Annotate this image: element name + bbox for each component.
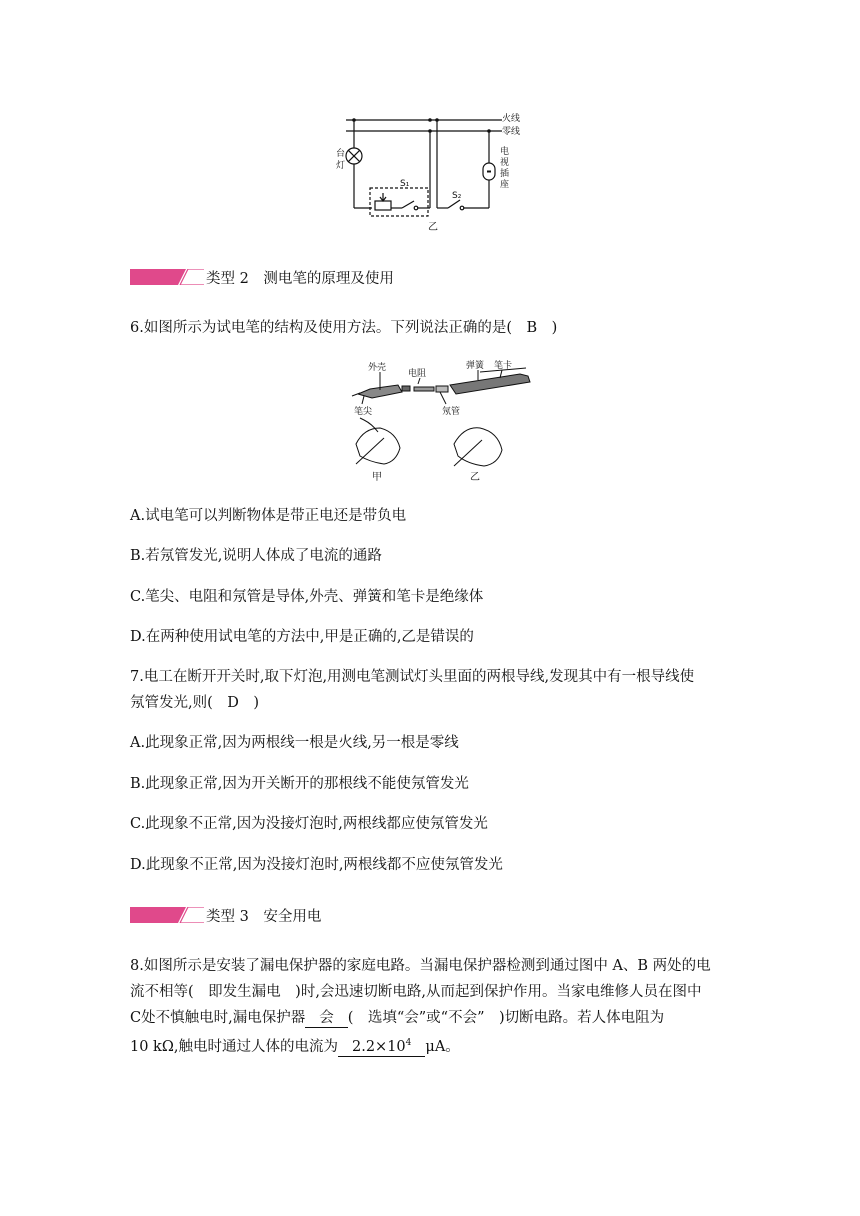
label-neon: 氖管 xyxy=(442,407,461,417)
question-7-stem-line2: 氖管发光,则( D ) xyxy=(130,695,260,711)
question-8-line2: 流不相等( 即发生漏电 )时,会迅速切断电路,从而起到保护作用。当家电维修人员在图中 xyxy=(130,984,702,1000)
q8-line4-text-a: 10 kΩ,触电时通过人体的电流为 xyxy=(130,1038,338,1055)
circuit-figure xyxy=(330,108,530,238)
section-header-type2 xyxy=(130,267,394,287)
live-wire-label: 火线 xyxy=(502,114,521,124)
switch1-label: S₁ xyxy=(400,179,410,189)
q8-answer-1: 会 xyxy=(305,1009,348,1028)
socket-label-4: 座 xyxy=(500,180,510,190)
section-title: 类型 2 测电笔的原理及使用 xyxy=(206,270,394,287)
tester-pen-figure xyxy=(350,352,550,484)
q8-line3-text-a: C处不慎触电时,漏电保护器 xyxy=(130,1010,306,1026)
q8-line3-text-b: ( 选填“会”或“不会” )切断电路。若人体电阻为 xyxy=(347,1010,665,1026)
socket-label-3: 插 xyxy=(500,169,510,179)
q6-option-a: A.试电笔可以判断物体是带正电还是带负电 xyxy=(130,508,407,524)
q7-option-b: B.此现象正常,因为开关断开的那根线不能使氖管发光 xyxy=(130,776,469,792)
switch-s2 xyxy=(448,200,460,208)
q6-option-c: C.笔尖、电阻和氖管是导体,外壳、弹簧和笔卡是绝缘体 xyxy=(130,589,484,605)
q6-option-b: B.若氖管发光,说明人体成了电流的通路 xyxy=(130,548,382,564)
question-8-line4 xyxy=(130,1034,460,1057)
circuit-diagram xyxy=(330,108,530,238)
label-tip: 笔尖 xyxy=(354,407,373,417)
q7-option-a: A.此现象正常,因为两根线一根是火线,另一根是零线 xyxy=(130,735,459,751)
q7-option-d: D.此现象不正常,因为没接灯泡时,两根线都不应使氖管发光 xyxy=(130,857,503,873)
tester-pen-diagram xyxy=(350,352,550,484)
q7-option-c: C.此现象不正常,因为没接灯泡时,两根线都应使氖管发光 xyxy=(130,816,488,832)
circuit-caption: 乙 xyxy=(428,222,438,233)
label-spring: 弹簧 xyxy=(466,361,485,371)
caption-jia: 甲 xyxy=(372,472,382,483)
label-resistor: 电阻 xyxy=(408,369,427,379)
q8-answer-2-base: 2.2×10 xyxy=(351,1038,406,1055)
caption-yi: 乙 xyxy=(470,472,480,483)
section-tag-icon xyxy=(130,907,204,923)
q8-answer-2-exponent: 4 xyxy=(405,1038,412,1048)
question-8-line1: 8.如图所示是安装了漏电保护器的家庭电路。当漏电保护器检测到通过图中 A、B 两处的电 xyxy=(130,958,711,974)
socket-label-2: 视 xyxy=(500,158,510,168)
switch2-label: S₂ xyxy=(452,191,462,201)
section-tag-icon xyxy=(130,269,204,285)
switch-s1 xyxy=(402,201,414,208)
q8-answer-2 xyxy=(338,1034,425,1057)
lamp-label-1: 台 xyxy=(336,149,346,159)
question-6-stem: 6.如图所示为试电笔的结构及使用方法。下列说法正确的是( B ) xyxy=(130,320,558,336)
q8-line4-text-b: μA。 xyxy=(425,1038,460,1055)
lamp-label-2: 灯 xyxy=(336,161,346,171)
question-8-line3 xyxy=(130,1008,664,1028)
section-header-type3 xyxy=(130,905,321,925)
q6-option-d: D.在两种使用试电笔的方法中,甲是正确的,乙是错误的 xyxy=(130,629,474,645)
socket-label-1: 电 xyxy=(500,147,510,157)
label-clip: 笔卡 xyxy=(494,361,513,371)
label-shell: 外壳 xyxy=(368,363,387,373)
question-7-stem-line1: 7.电工在断开开关时,取下灯泡,用测电笔测试灯头里面的两根导线,发现其中有一根导线使 xyxy=(130,669,695,685)
neutral-wire-label: 零线 xyxy=(502,127,521,137)
section-title: 类型 3 安全用电 xyxy=(206,908,322,925)
